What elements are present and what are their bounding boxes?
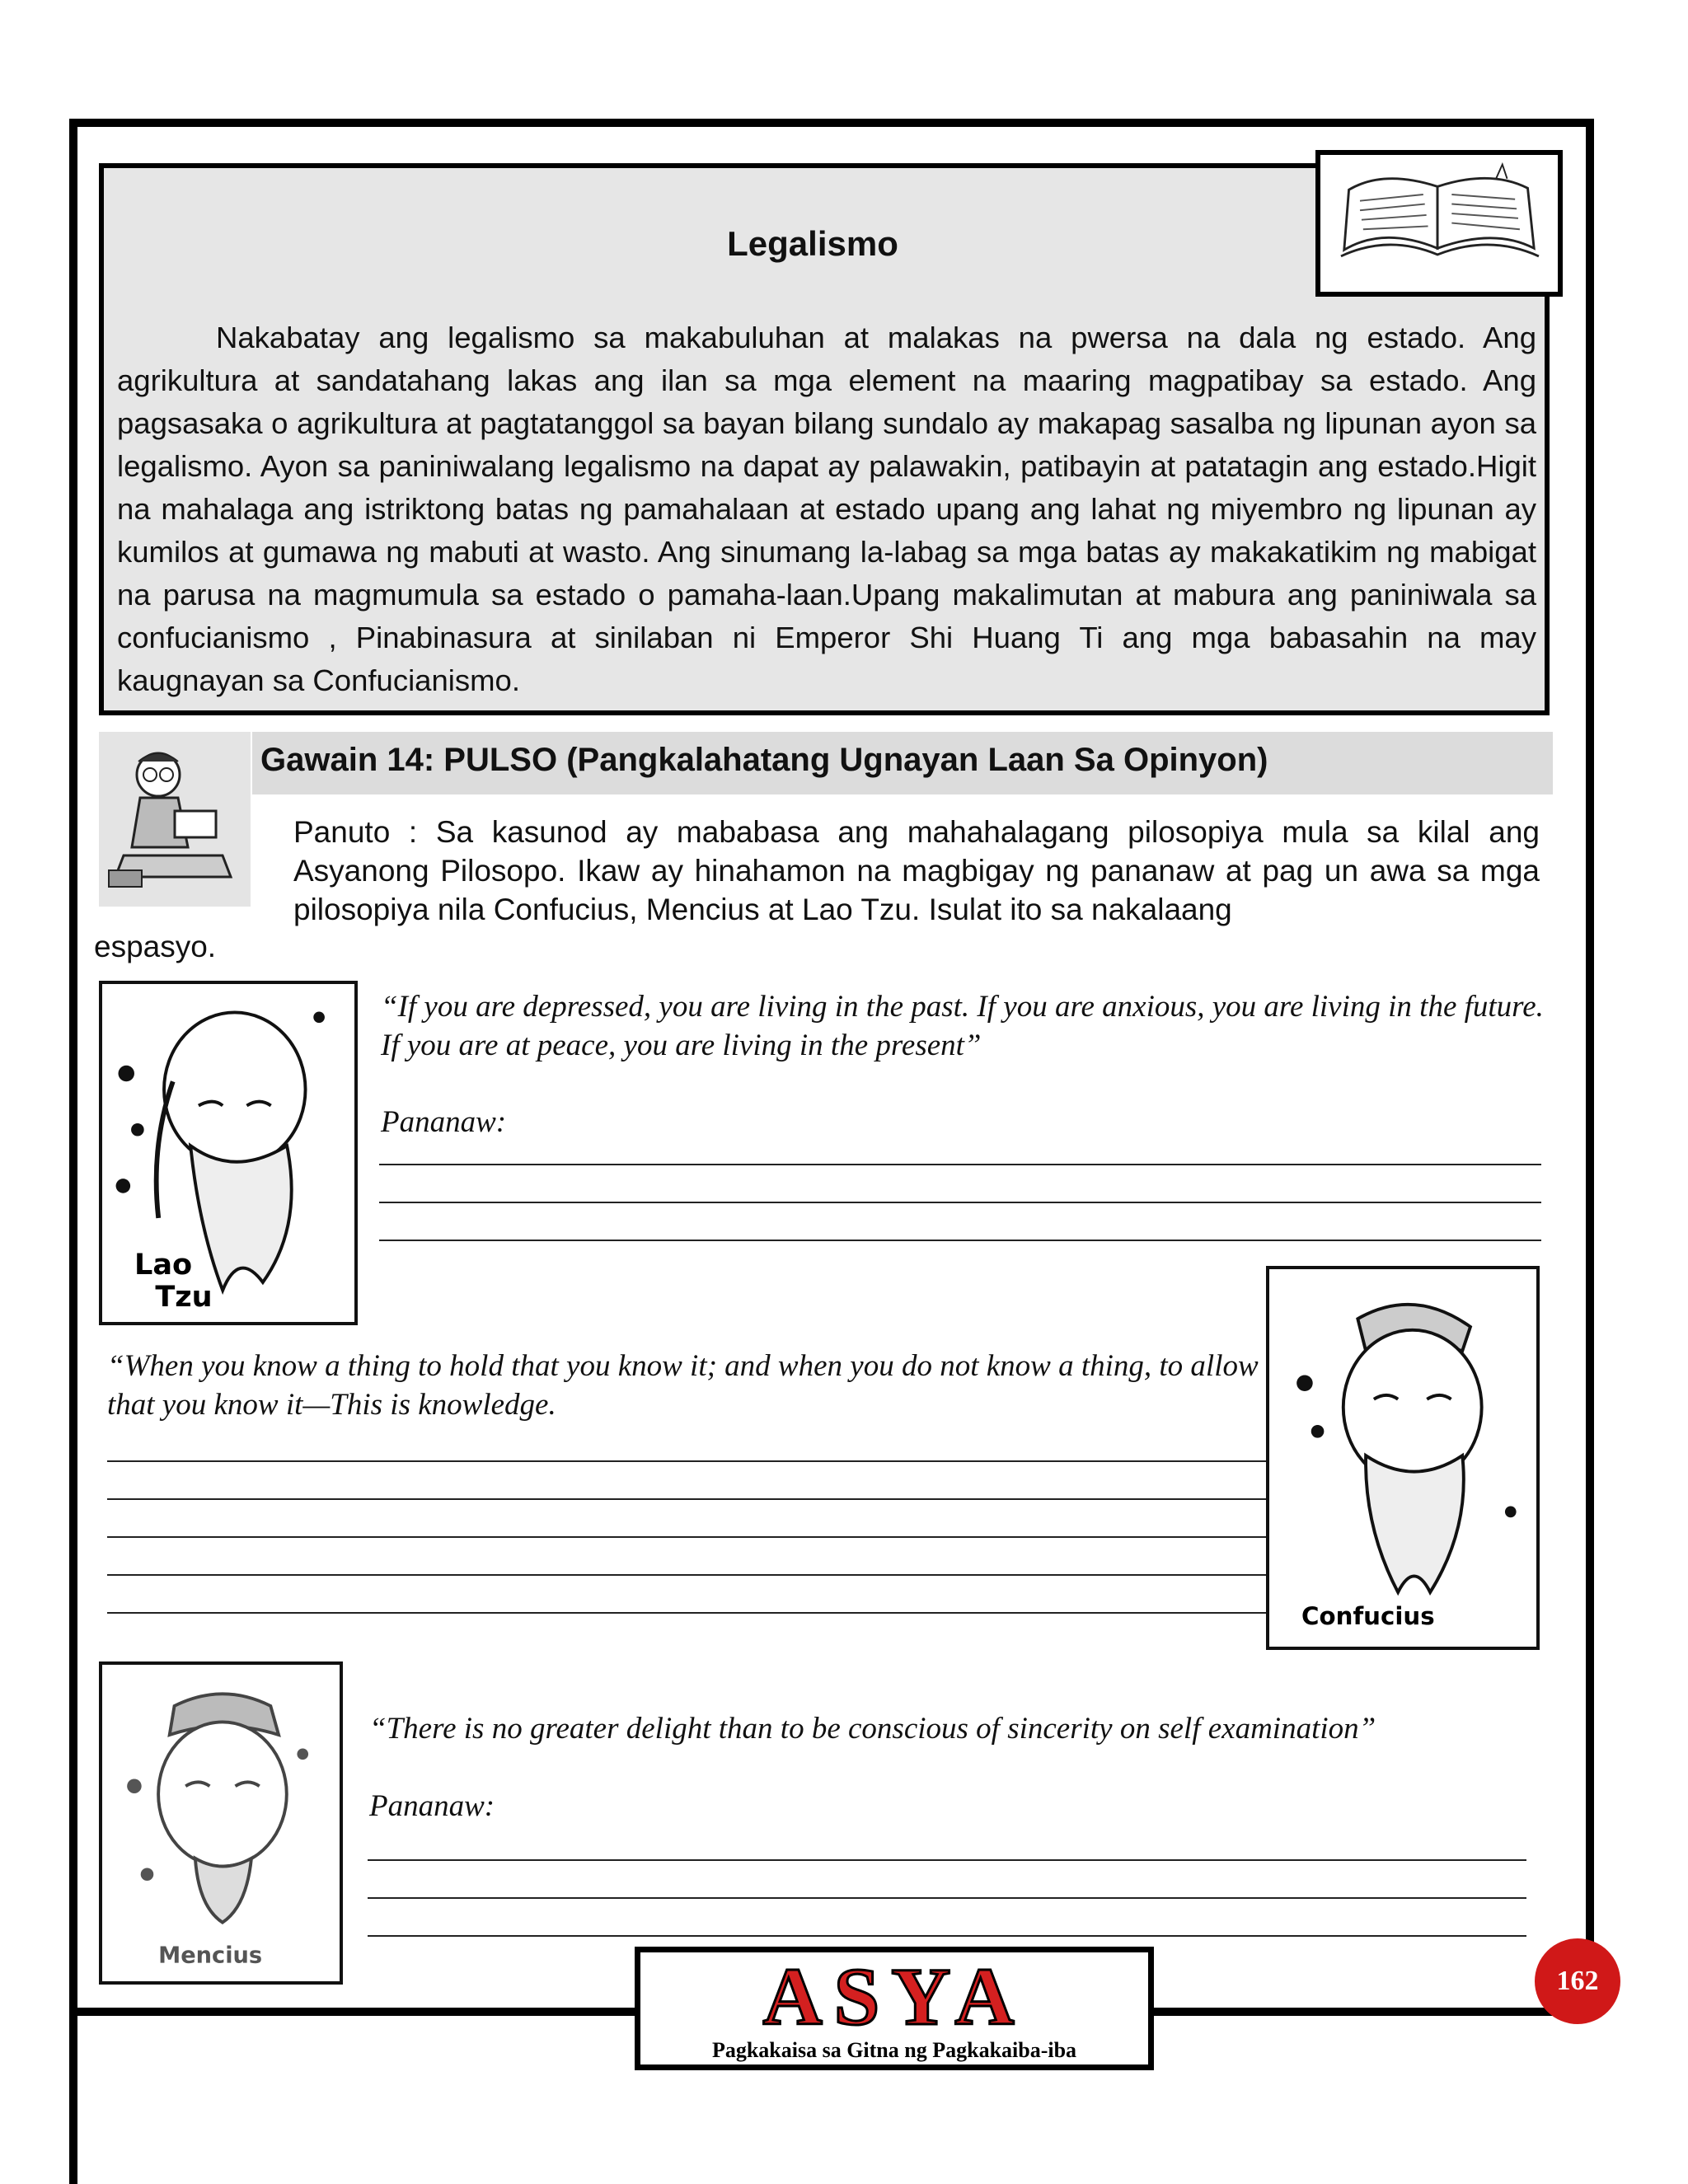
mencius-pananaw-label: Pananaw: <box>369 1789 495 1823</box>
lao-tzu-portrait <box>99 981 358 1325</box>
gawain-instructions-tail: espasyo. <box>94 930 217 963</box>
page-frame-right <box>1586 119 1594 2014</box>
student-drawing <box>99 732 251 907</box>
confucius-answer-line-1[interactable] <box>107 1460 1266 1462</box>
lao-tzu-drawing <box>102 984 354 1322</box>
mencius-portrait <box>99 1661 343 1985</box>
mencius-answer-line-3[interactable] <box>368 1935 1526 1937</box>
mencius-caption: Mencius <box>158 1943 263 1969</box>
mencius-quote: “There is no greater delight than to be conscious of sincerity on self examination” <box>369 1712 1376 1746</box>
open-book-icon <box>1315 150 1563 297</box>
lao-tzu-pananaw-label: Pananaw: <box>381 1105 507 1139</box>
lao-tzu-caption-1: Lao <box>134 1248 193 1282</box>
page-frame-left <box>69 119 77 2184</box>
lao-tzu-answer-line-3[interactable] <box>379 1240 1541 1241</box>
mencius-answer-line-1[interactable] <box>368 1859 1526 1861</box>
legalismo-body: Nakabatay ang legalismo sa makabuluhan at malakas na pwersa na dala ng estado. Ang agrikultura at sandatahang lakas ang ilan sa mga element na maaring magpatibay sa estado. Ang pagsasaka o agrikultura at pagtatanggol sa bayan bilang sundalo ay makapag sasalba ng lipunan ayon sa legalismo. Ayon sa paniniwalang legalismo na dapat ay palawakin, patibayin at patatagin ang estado.Higit na mahalaga ang istriktong batas ng pamahalaan at estado upang ang lahat ng miyembro ng lipunan ay kumilos at gumawa ng mabuti at wasto. Ang sinumang la-labag sa mga batas ay makakatikim ng mabigat na parusa na magmumula sa estado o pamaha-laan.Upang makalimutan at mabura ang paniniwala sa confucianismo , Pinabinasura at sinilaban ni Emperor Shi Huang Ti ang mga babasahin na may kaugnayan sa Confucianismo. <box>117 321 1536 697</box>
mencius-drawing <box>102 1665 340 1981</box>
lao-tzu-caption-2: Tzu <box>155 1280 213 1315</box>
confucius-portrait <box>1266 1266 1540 1650</box>
asya-logo-word: ASYA <box>762 1951 1026 2042</box>
student-reading-icon <box>99 732 251 907</box>
confucius-answer-line-4[interactable] <box>107 1574 1266 1576</box>
mencius-answer-line-2[interactable] <box>368 1897 1526 1899</box>
asya-tagline: Pagkakaisa sa Gitna ng Pagkakaiba-iba <box>711 2038 1077 2062</box>
lao-tzu-answer-line-1[interactable] <box>379 1164 1541 1165</box>
gawain-instructions: Panuto : Sa kasunod ay mababasa ang mahahalagang pilosopiya mula sa kilal ang Asyanong Pilosopo. Ikaw ay hinahamon na magbigay ng pananaw at pag un awa sa mga pilosopiya nila Confucius, Mencius at Lao Tzu. Isulat ito sa nakalaang <box>293 815 1540 926</box>
confucius-caption: Confucius <box>1301 1602 1435 1631</box>
legalismo-title: Legalismo <box>727 224 898 263</box>
open-book-drawing <box>1320 155 1558 296</box>
lao-tzu-answer-line-2[interactable] <box>379 1202 1541 1203</box>
confucius-answer-line-3[interactable] <box>107 1536 1266 1538</box>
confucius-quote: “When you know a thing to hold that you know it; and when you do not know a thing, to allow that you know it—This is knowledge. <box>107 1349 1259 1422</box>
confucius-drawing <box>1269 1269 1536 1647</box>
page-number-badge: 162 <box>1535 1938 1620 2024</box>
gawain-title: Gawain 14: PULSO (Pangkalahatang Ugnayan Laan Sa Opinyon) <box>260 742 1268 778</box>
page-frame-top <box>69 119 1594 127</box>
lao-tzu-quote: “If you are depressed, you are living in the past. If you are anxious, you are living in the future. If you are at peace, you are living in the present” <box>381 990 1544 1062</box>
confucius-answer-line-2[interactable] <box>107 1498 1266 1500</box>
asya-logo <box>635 1947 1154 2070</box>
confucius-answer-line-5[interactable] <box>107 1612 1266 1614</box>
